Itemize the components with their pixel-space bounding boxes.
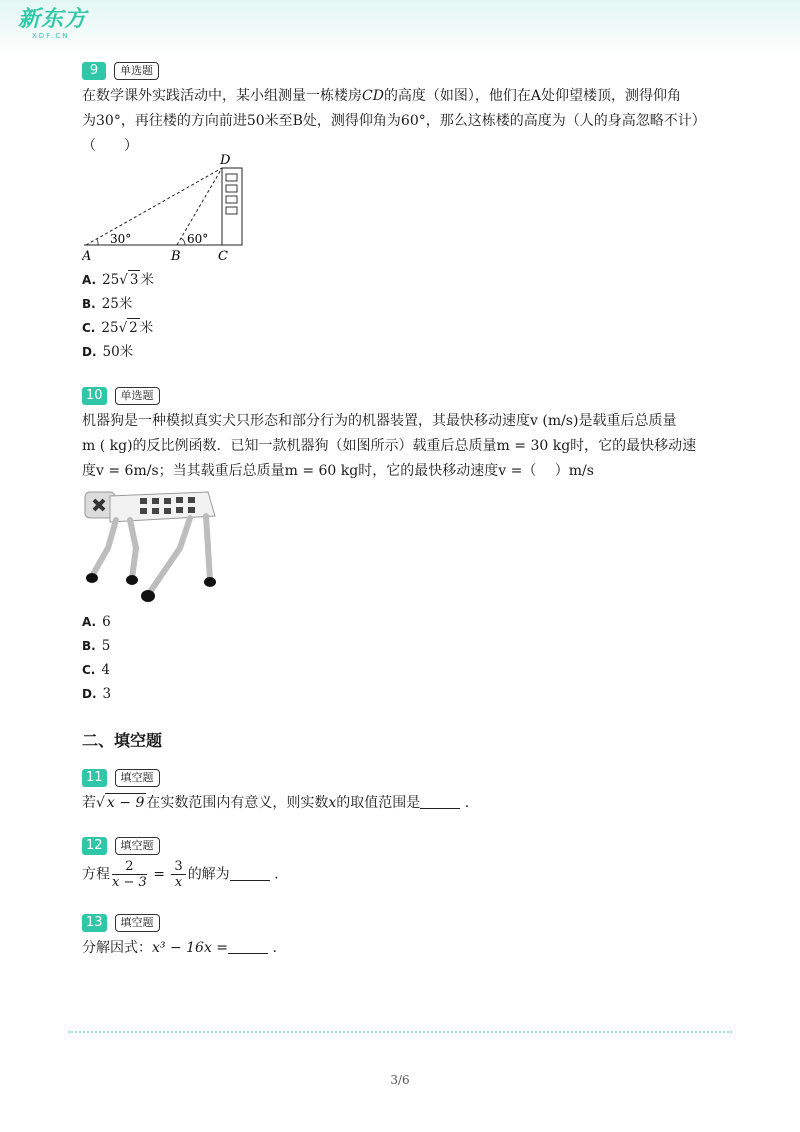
option-d[interactable]: D. 3 [82, 686, 112, 702]
option-a[interactable]: A. 6 [82, 614, 111, 630]
robot-dog-image [80, 482, 230, 610]
label-c: C [218, 249, 228, 264]
answer-blank[interactable] [230, 866, 270, 881]
header-band [0, 0, 800, 58]
question-number: 13 [82, 914, 107, 932]
label-a: A [82, 249, 92, 264]
stem-line: m ( kg)的反比例函数．已知一款机器狗（如图所示）载重后总质量m = 30 kg时，它的最快移动速 [82, 438, 697, 454]
building-windows [226, 174, 237, 214]
question-type-tag: 填空题 [115, 837, 160, 855]
stem-line: （ ） [82, 138, 138, 154]
robot-legs [92, 516, 210, 592]
label-d: D [220, 153, 231, 168]
question-number: 10 [82, 387, 107, 405]
question-number: 11 [82, 769, 107, 787]
angle-label-b: 60° [187, 232, 209, 246]
question-type-tag: 填空题 [115, 914, 160, 932]
logo-text: 新东方 [18, 7, 88, 32]
option-a[interactable]: A. 25√ 3 米 [82, 272, 154, 288]
option-b[interactable]: B. 5 [82, 638, 111, 654]
stem-line: 为30°，再往楼的方向前进50米至B处，测得仰角为60°，那么这栋楼的高度为（人的身高忽略不计） [82, 113, 706, 129]
option-c[interactable]: C. 25√ 2 米 [82, 320, 154, 336]
answer-blank[interactable] [228, 939, 268, 954]
question-12 [82, 835, 722, 890]
question-11 [82, 767, 722, 816]
building-outline [222, 168, 242, 245]
question-type-tag: 单选题 [114, 62, 159, 80]
angle-arc-b [181, 238, 185, 245]
robot-body [110, 492, 215, 522]
footer-divider [68, 1031, 732, 1033]
fraction-right: $\frac{3}{x}$ [171, 859, 185, 890]
radicand: x − 9 [106, 795, 145, 811]
question-stem: 分解因式：x³ − 16x = . [82, 940, 277, 956]
question-number: 12 [82, 837, 107, 855]
option-c[interactable]: C. 4 [82, 662, 110, 678]
question-stem: 若√ x − 9 在实数范围内有意义，则实数x的取值范围是 . [82, 795, 470, 811]
label-b: B [171, 249, 181, 264]
question-stem: 方程 $\frac{2}{x - 3}$ = $\frac{3}{x}$ 的解为 . [82, 859, 279, 890]
stem-line: 在数学课外实践活动中，某小组测量一栋楼房CD的高度（如图），他们在A处仰望楼顶，测得仰角 [82, 88, 682, 104]
question-9 [82, 60, 722, 159]
question-13 [82, 912, 722, 961]
section-title: 二、填空题 [82, 731, 163, 750]
question-number: 9 [82, 62, 106, 80]
question-type-tag: 单选题 [115, 387, 160, 405]
question-10 [82, 385, 722, 484]
building-elevation-figure [82, 150, 282, 265]
option-d[interactable]: D. 50米 [82, 344, 134, 360]
stem-line: 机器狗是一种模拟真实犬只形态和部分行为的机器装置，其最快移动速度v (m/s)是载重后总质量 [82, 413, 677, 429]
answer-blank[interactable] [420, 794, 460, 809]
option-b[interactable]: B. 25米 [82, 296, 133, 312]
question-10-options [82, 610, 722, 706]
page-number: 3/6 [390, 1073, 410, 1087]
angle-arc-a [97, 239, 98, 245]
question-stem [82, 409, 722, 484]
logo-subtext: XDF.CN [32, 32, 70, 40]
brand-logo [18, 8, 87, 40]
angle-label-a: 30° [110, 232, 132, 246]
question-type-tag: 填空题 [115, 769, 160, 787]
stem-line: 度v = 6m/s；当其载重后总质量m = 60 kg时，它的最快移动速度v =（ ）m/s [82, 463, 594, 479]
question-9-options [82, 268, 722, 364]
fraction-left: $\frac{2}{x - 3}$ [112, 859, 147, 890]
question-stem [82, 84, 722, 159]
